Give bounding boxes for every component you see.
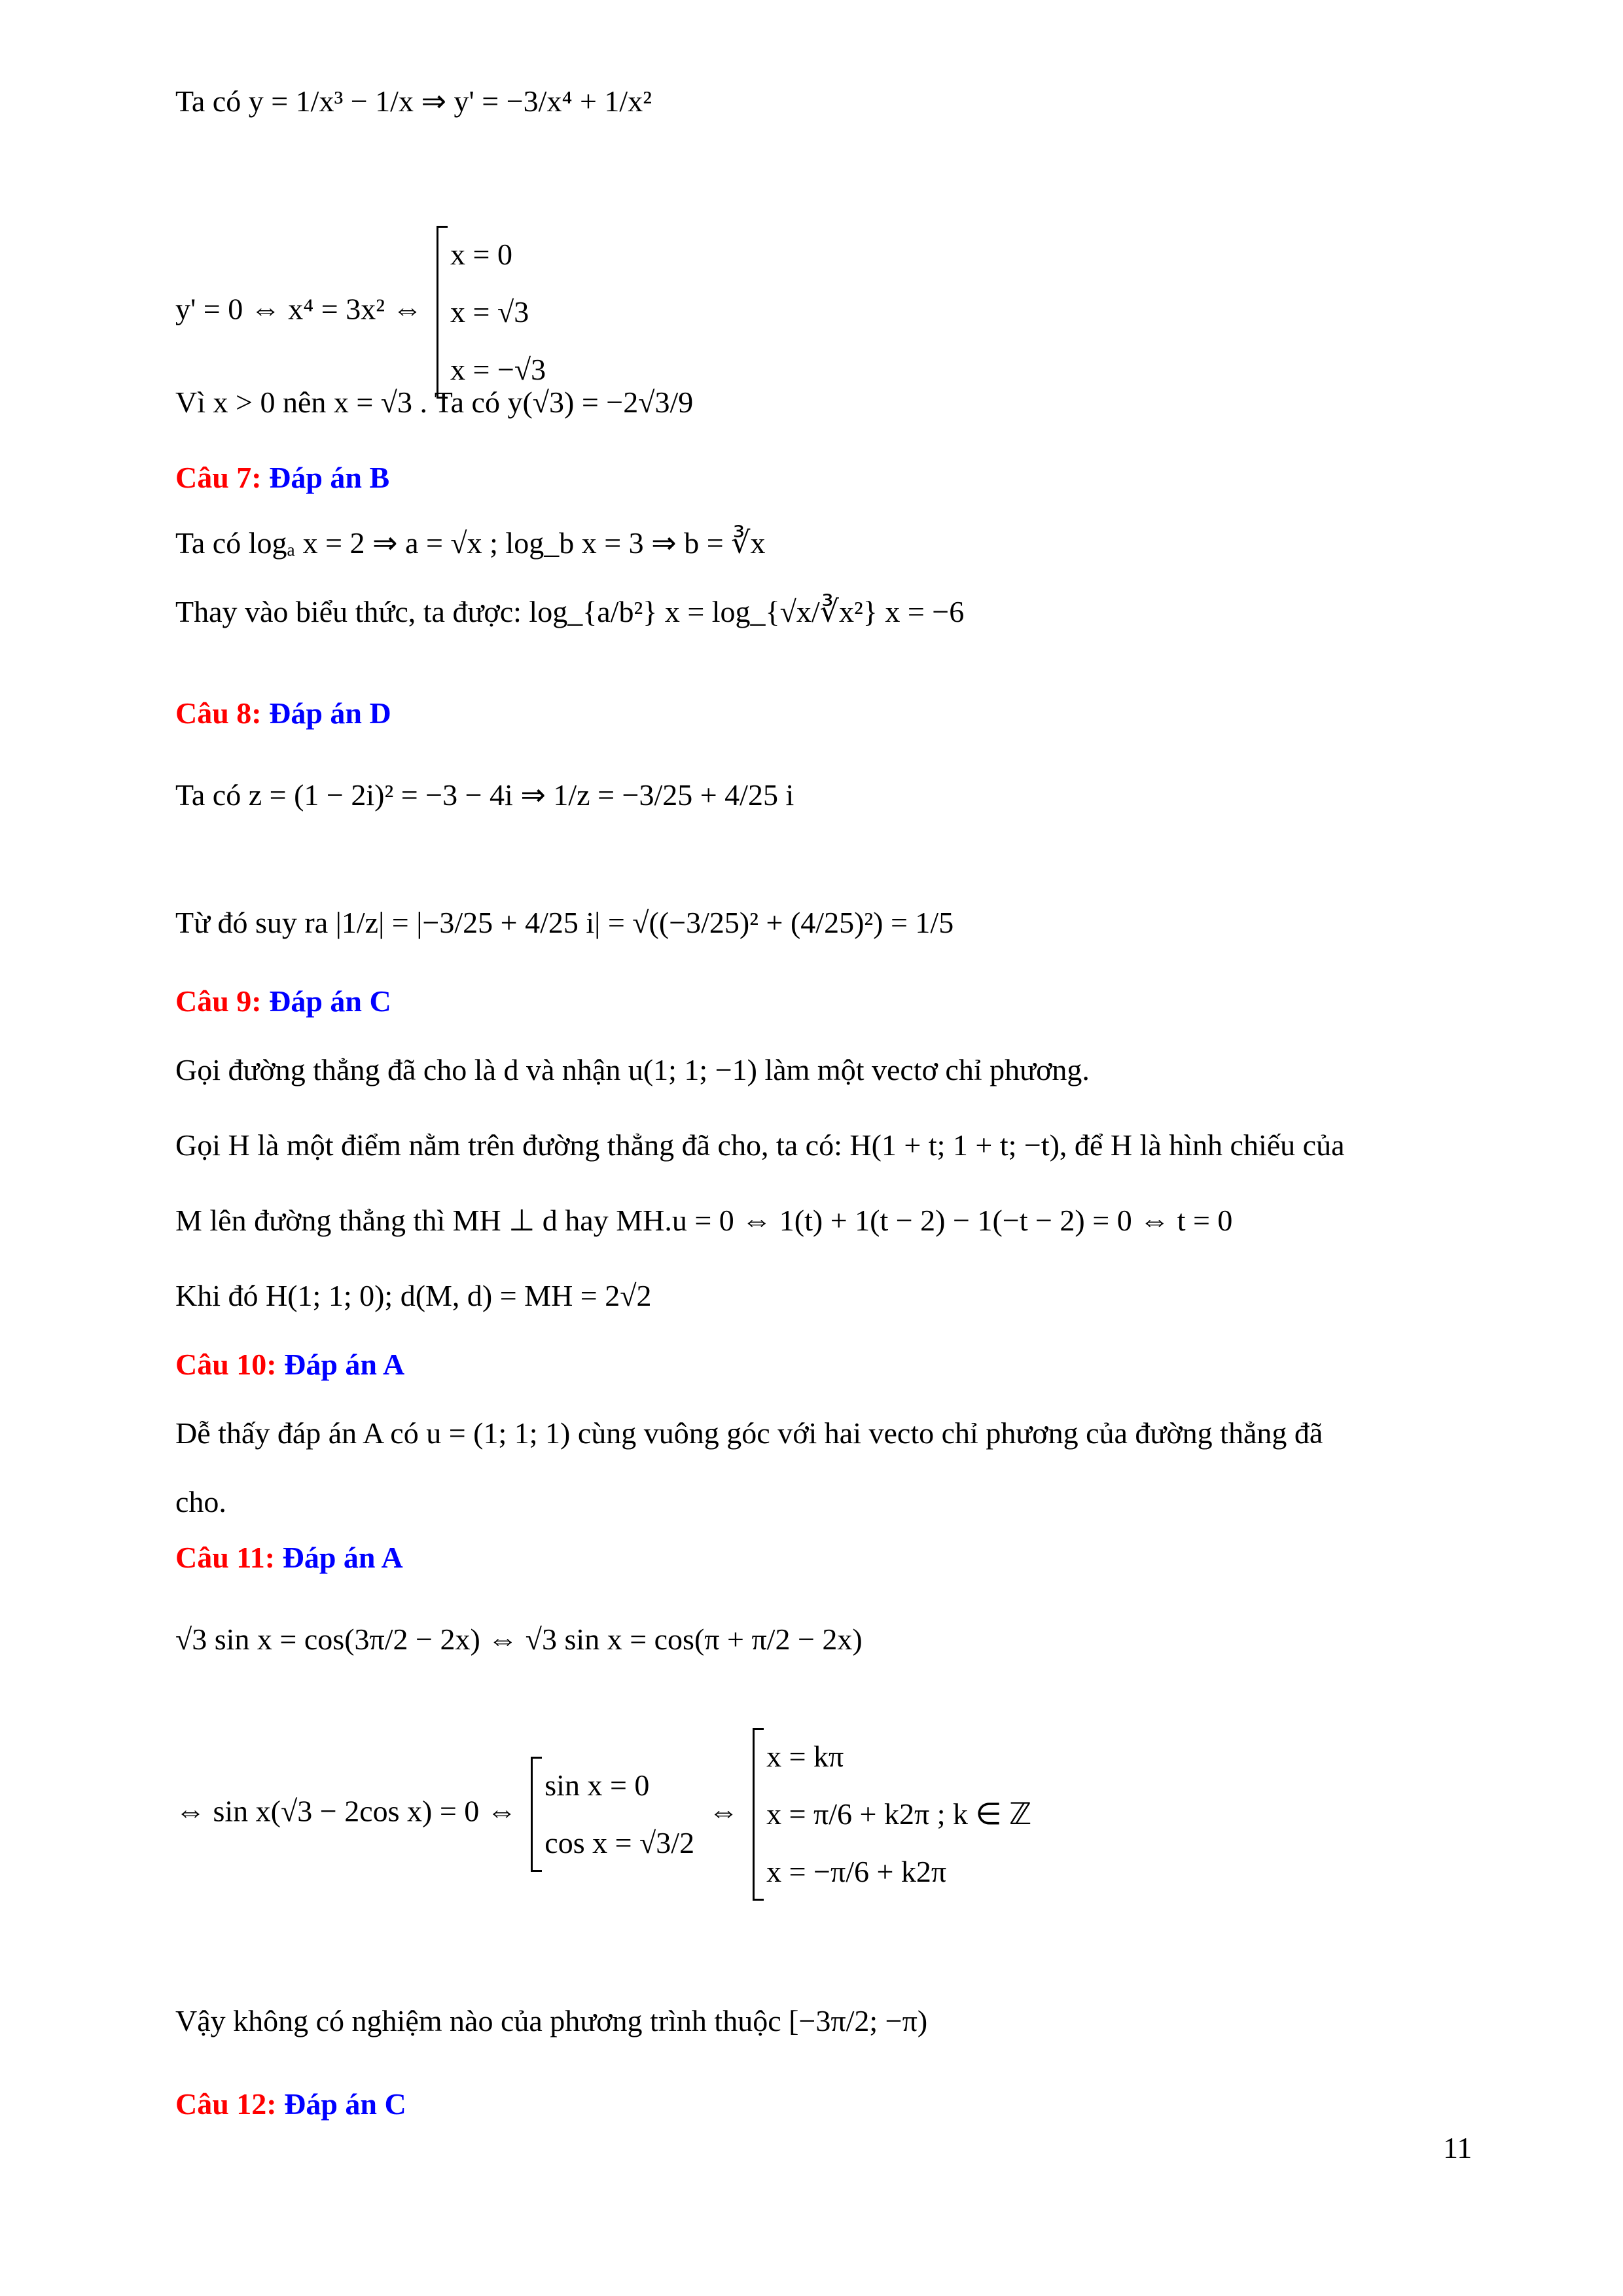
text-line: Khi đó H(1; 1; 0); d(M, d) = MH = 2√2 (175, 1279, 652, 1312)
question-heading: Câu 8: Đáp án D (175, 696, 391, 730)
equation-line: √3 sin x = cos(3π/2 − 2x) ⇔ √3 sin x = cos(π + π/2 − 2x) (175, 1623, 863, 1656)
text-line: M lên đường thẳng thì MH ⊥ d hay MH.u = 0 ⇔ 1(t) + 1(t − 2) − 1(−t − 2) = 0 ⇔ t = 0 (175, 1204, 1233, 1237)
equation-line: ⇔ sin x(√3 − 2cos x) = 0 ⇔ sin x = 0 cos x = √3/2 ⇔ x = kπ x = π/6 + k2π ; k ∈ ℤ x = −π/6 + k2π (175, 1728, 1031, 1901)
text-line: Dễ thấy đáp án A có u = (1; 1; 1) cùng vuông góc với hai vecto chỉ phương của đường thẳng đã (175, 1416, 1323, 1450)
solution-system: x = kπ x = π/6 + k2π ; k ∈ ℤ x = −π/6 + k2π (753, 1728, 1031, 1901)
page-number: 11 (1443, 2131, 1472, 2164)
equation-line: Thay vào biểu thức, ta được: log_{a/b²} x = log_{√x/∛x²} x = −6 (175, 595, 965, 628)
solution-system: x = 0 x = √3 x = −√3 (437, 226, 546, 399)
text-line: Vậy không có nghiệm nào của phương trình thuộc [−3π/2; −π) (175, 2004, 928, 2037)
question-heading: Câu 12: Đáp án C (175, 2087, 406, 2121)
equation-line: y' = 0 ⇔ x⁴ = 3x² ⇔ x = 0 x = √3 x = −√3 (175, 226, 546, 399)
equation-line: Ta có logₐ x = 2 ⇒ a = √x ; log_b x = 3 ⇒ b = ∛x (175, 526, 766, 560)
equation-line: Vì x > 0 nên x = √3 . Ta có y(√3) = −2√3/9 (175, 386, 694, 419)
text-line: cho. (175, 1485, 226, 1518)
equation-line: Ta có y = 1/x³ − 1/x ⇒ y' = −3/x⁴ + 1/x² (175, 84, 652, 118)
question-heading: Câu 10: Đáp án A (175, 1348, 405, 1381)
question-heading: Câu 9: Đáp án C (175, 984, 391, 1018)
question-heading: Câu 7: Đáp án B (175, 461, 390, 494)
equation-line: Ta có z = (1 − 2i)² = −3 − 4i ⇒ 1/z = −3/25 + 4/25 i (175, 778, 794, 812)
question-heading: Câu 11: Đáp án A (175, 1541, 403, 1574)
equation-line: Từ đó suy ra |1/z| = |−3/25 + 4/25 i| = √((−3/25)² + (4/25)²) = 1/5 (175, 906, 954, 939)
text-line: Gọi đường thẳng đã cho là d và nhận u(1; 1; −1) làm một vectơ chỉ phương. (175, 1053, 1090, 1086)
text-line: Gọi H là một điểm nằm trên đường thẳng đã cho, ta có: H(1 + t; 1 + t; −t), để H là hình chiếu của (175, 1128, 1345, 1162)
solution-system: sin x = 0 cos x = √3/2 (531, 1757, 694, 1872)
